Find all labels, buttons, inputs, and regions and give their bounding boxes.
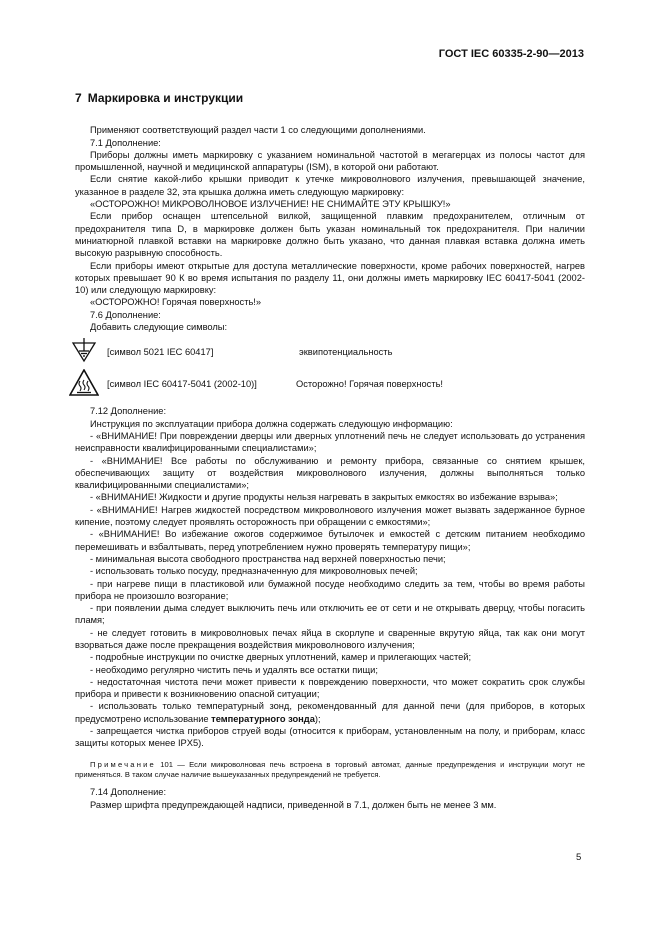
symbol-row-equipotentiality [75,337,585,367]
clause-7-1-p4: Если приборы имеют открытые для доступа металлические поверхности, кроме рабочих поверхностей, нагрев которых превышает 90 К во время испытания по разделу 11, они должны иметь маркировку IEC 60417-5041 (2002-10) или следующую маркировку: [75,260,585,296]
microwave-warning-text: «ОСТОРОЖНО! МИКРОВОЛНОВОЕ ИЗЛУЧЕНИЕ! НЕ СНИМАЙТЕ ЭТУ КРЫШКУ!» [90,199,451,210]
clause-7-1-p1: Приборы должны иметь маркировку с указанием номинальной частотой в мегагерцах из полосы частот для промышленной, научной и медицинской аппаратуры (ISM), в которой они работают. [75,149,585,173]
symbol-desc: эквипотенциальность [299,347,393,358]
clause-7-1-p3: Если прибор оснащен штепсельной вилкой, защищенной плавким предохранителем, отличным от предохранителя типа D, в маркировке должен быть указан номинальный ток предохранителя. При наличии миниатюрной плавкой вставки на маркировке должно быть указано, что данная плавкая вставка должна иметь высокую разрывную способность. [75,211,585,259]
clause-7-14-heading: 7.14 Дополнение: [90,787,167,798]
probe-text-pre: - использовать только температурный зонд, рекомендованный для данной печи (для приборов, в которых предусмотрено использование [75,701,585,724]
clause-7-12-lead: Инструкция по эксплуатации прибора должна содержать следующую информацию: [90,418,453,429]
probe-text-bold: температурного зонда [211,713,315,724]
clause-7-12-heading: 7.12 Дополнение: [90,406,167,417]
list-item: - «ВНИМАНИЕ! При повреждении дверцы или дверных уплотнений печь не следует использовать до устранения неисправности квалифицированными специалистами»; [75,430,585,454]
intro-paragraph: Применяют соответствующий раздел части 1 со следующими дополнениями. [90,125,426,136]
page-number: 5 [576,852,582,863]
list-item: - запрещается чистка приборов струей воды (относится к приборам, установленным на полу, и приборам, класс защиты которых менее IPX5). [75,726,585,749]
hot-surface-warning-text: «ОСТОРОЖНО! Горячая поверхность!» [90,297,262,308]
list-item: - необходимо регулярно чистить печь и удалять все остатки пищи; [90,664,378,675]
list-item: - при нагреве пищи в пластиковой или бумажной посуде необходимо следить за тем, чтобы во время работы прибора не произошло возгорание; [75,578,585,601]
list-item: - использовать только посуду, предназначенную для микроволновых печей; [90,566,418,577]
note-label: Примечание [90,759,156,769]
note [75,760,585,781]
symbol-ref: [символ IEC 60417-5041 (2002-10)] [107,379,257,390]
list-item: - минимальная высота свободного пространства над верхней поверхностью печи; [90,553,446,564]
section-title-text: Маркировка и инструкции [87,91,244,105]
section-title [75,92,585,104]
equipotentiality-icon [69,337,99,365]
document-header: ГОСТ IEC 60335-2-90—2013 [438,48,584,60]
page-content [75,92,585,811]
clause-7-1-p2: Если снятие какой-либо крышки приводит к утечке микроволнового излучения, превышающей значение, указанное в разделе 32, эта крышка должна иметь следующую маркировку: [75,174,585,197]
list-item: - «ВНИМАНИЕ! Жидкости и другие продукты нельзя нагревать в закрытых емкостях во избежание взрыва»; [90,492,558,503]
list-item: - «ВНИМАНИЕ! Все работы по обслуживанию и ремонту прибора, связанные со снятием крышек, обеспечивающих защиту от воздействия микроволнового излучения, должны выполняться только квалифицированными специалистами»; [75,455,585,491]
note-text: 101 — Если микроволновая печь встроена в торговый автомат, данные предупреждения и инструкции могут не применяться. В таком случае наличие вышеуказанных предупреждений не требуется. [75,759,585,779]
list-item: - «ВНИМАНИЕ! Нагрев жидкостей посредством микроволнового излучения может вызвать задержанное бурное кипение, поэтому следует проявлять осторожность при обращении с емкостями»; [75,504,585,528]
list-item: - не следует готовить в микроволновых печах яйца в скорлупе и сваренные вкрутую яйца, так как они могут взорваться даже после прекращения воздействия микроволнового излучения; [75,627,585,650]
clause-7-6-lead: Добавить следующие символы: [90,322,228,333]
list-item-temperature-probe [75,700,585,725]
section-number: 7 [75,91,82,105]
symbol-ref: [символ 5021 IEC 60417] [107,347,214,358]
hot-surface-icon [69,369,99,397]
probe-text-post: ); [314,713,321,724]
list-item: - «ВНИМАНИЕ! Во избежание ожогов содержимое бутылочек и емкостей с детским питанием необходимо перемешивать и взбалтывать, перед употреблением нужно проверять температуру пищи»; [75,529,585,552]
list-item: - недостаточная чистота печи может привести к повреждению поверхности, что может сократить срок службы прибора и привести к возникновению опасной ситуации; [75,676,585,700]
symbol-desc: Осторожно! Горячая поверхность! [296,379,444,390]
list-item: - при появлении дыма следует выключить печь или отключить ее от сети и не открывать дверцу, чтобы погасить пламя; [75,603,585,626]
list-item: - подробные инструкции по очистке дверных уплотнений, камер и прилегающих частей; [90,652,472,663]
clause-7-1-heading: 7.1 Дополнение: [90,137,161,148]
clause-7-6-heading: 7.6 Дополнение: [90,309,161,320]
clause-7-14-text: Размер шрифта предупреждающей надписи, приведенной в 7.1, должен быть не менее 3 мм. [90,799,497,810]
symbol-row-hot-surface [75,369,585,399]
